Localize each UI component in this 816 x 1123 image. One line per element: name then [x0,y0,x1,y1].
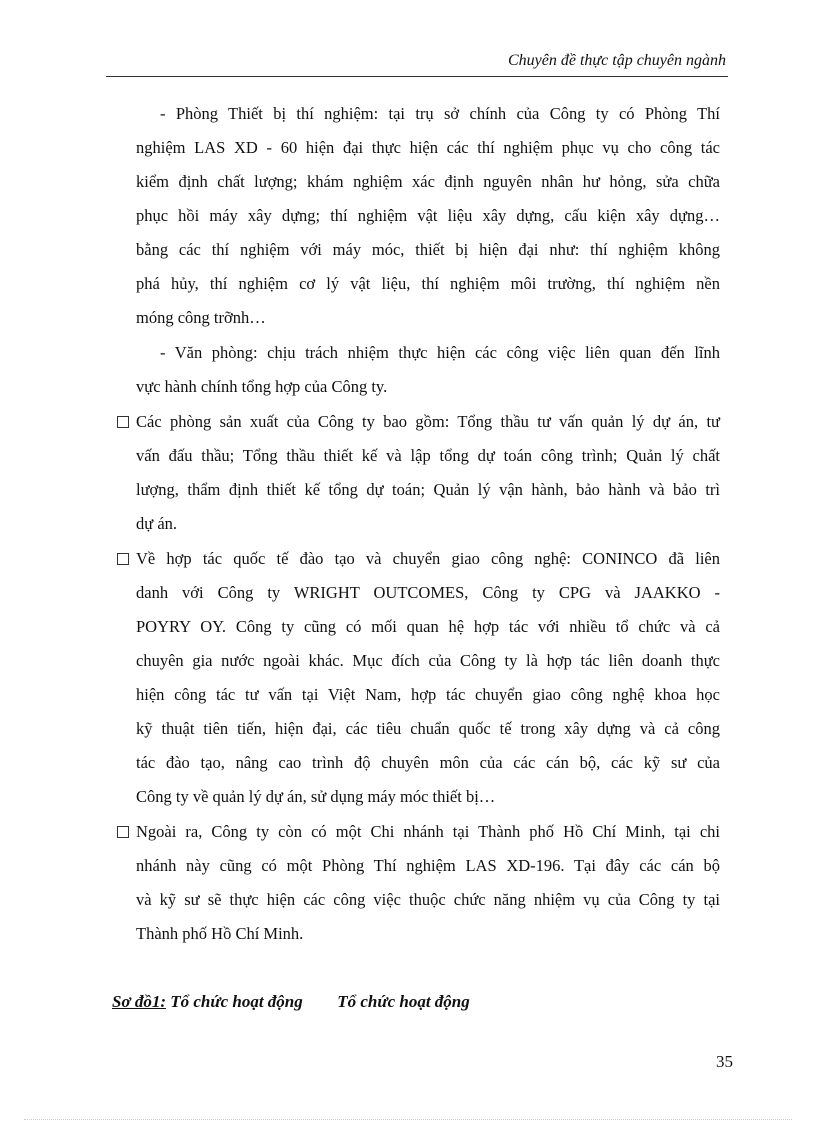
body-line: vực hành chính tổng hợp của Công ty. [136,377,388,396]
body-line: bằng các thí nghiệm với máy móc, thiết bị hiện đại như: thí nghiệm không [136,240,720,259]
bullet-box-icon [117,416,129,428]
body-line: chuyên gia nước ngoài khác. Mục đích của Công ty là hợp tác liên doanh thực [136,651,720,670]
caption-title-b: Tổ chức hoạt động [337,992,470,1011]
bullet-box-icon [117,553,129,565]
body-line: Ngoài ra, Công ty còn có một Chi nhánh tại Thành phố Hồ Chí Minh, tại chi [136,822,720,841]
body-line: nghiệm LAS XD - 60 hiện đại thực hiện các thí nghiệm phục vụ cho công tác [136,138,720,157]
bullet-box-icon [117,826,129,838]
page-header [106,50,728,77]
body-line: lượng, thẩm định thiết kế tổng dự toán; Quản lý vận hành, bảo hành và bảo trì [136,480,720,499]
page-number: 35 [716,1052,733,1071]
body-line: danh với Công ty WRIGHT OUTCOMES, Công ty CPG và JAAKKO - [136,583,720,602]
body-line: tác đào tạo, nâng cao trình độ chuyên môn của các cán bộ, các kỹ sư của [136,753,720,772]
body-line: và kỹ sư sẽ thực hiện các công việc thuộc chức năng nhiệm vụ của Công ty tại [136,890,720,909]
body-line: phục hồi máy xây dựng; thí nghiệm vật liệu xây dựng, cấu kiện xây dựng… [136,206,720,225]
footer-dotted-rule [24,1119,792,1120]
body-line: Thành phố Hồ Chí Minh. [136,924,304,943]
body-line: Các phòng sản xuất của Công ty bao gồm: Tổng thầu tư vấn quản lý dự án, tư [136,412,720,431]
body-line: móng công trỡnh… [136,308,266,327]
body-line: vấn đấu thầu; Tổng thầu thiết kế và lập tổng dự toán công trình; Quản lý chất [136,446,720,465]
body-line: phá hủy, thí nghiệm cơ lý vật liệu, thí nghiệm môi trường, thí nghiệm nền [136,274,720,293]
body-line: kỹ thuật tiên tiến, hiện đại, các tiêu chuẩn quốc tế trong xây dựng và cả công [136,719,720,738]
caption-label: Sơ đồ1: [112,992,166,1011]
header-title: Chuyên đề thực tập chuyên ngành [508,52,726,69]
body-line: kiểm định chất lượng; khám nghiệm xác định nguyên nhân hư hỏng, sửa chữa [136,172,720,191]
body-line: dự án. [136,514,178,533]
body-line: Công ty về quản lý dự án, sử dụng máy móc thiết bị… [136,787,496,806]
body-line: nhánh này cũng có một Phòng Thí nghiệm LAS XD-196. Tại đây các cán bộ [136,856,720,875]
body-line: POYRY OY. Công ty cũng có mối quan hệ hợp tác với nhiều tổ chức và cả [136,617,720,636]
body-line: - Văn phòng: chịu trách nhiệm thực hiện các công việc liên quan đến lĩnh [160,343,720,362]
caption-title-a: Tổ chức hoạt động [170,992,303,1011]
body-line: Về hợp tác quốc tế đào tạo và chuyển giao công nghệ: CONINCO đã liên [136,549,720,568]
body-line: - Phòng Thiết bị thí nghiệm: tại trụ sở chính của Công ty có Phòng Thí [160,104,720,123]
diagram-caption [112,992,470,1012]
body-line: hiện công tác tư vấn tại Việt Nam, hợp tác chuyển giao công nghệ khoa học [136,685,720,704]
